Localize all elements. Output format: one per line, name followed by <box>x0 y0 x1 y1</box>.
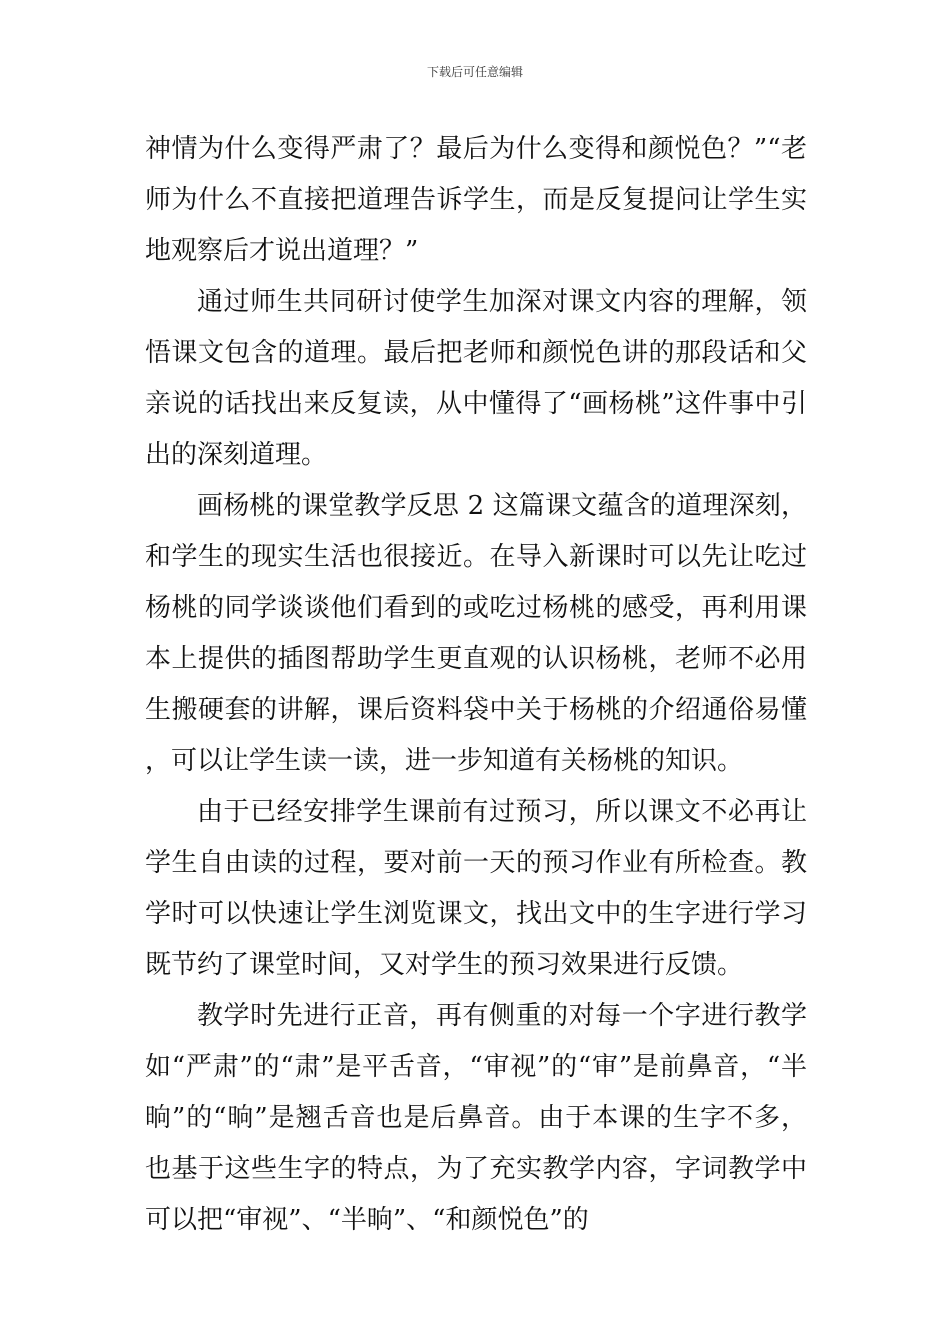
paragraph: 教学时先进行正音，再有侧重的对每一个字进行教学如“严肃”的“肃”是平舌音，“审视”的“审”是前鼻音，“半晌”的“晌”是翘舌音也是后鼻音。由于本课的生字不多，也基于这些生字的特点，为了充实教学内容，字词教学中可以把“审视”、“半晌”、“和颜悦色”的 <box>145 1001 807 1235</box>
paragraph: 画杨桃的课堂教学反思 2 这篇课文蕴含的道理深刻，和学生的现实生活也很接近。在导入新课时可以先让吃过杨桃的同学谈谈他们看到的或吃过杨桃的感受，再利用课本上提供的插图帮助学生更直观的认识杨桃，老师不必用生搬硬套的讲解，课后资料袋中关于杨桃的介绍通俗易懂，可以让学生读一读，进一步知道有关杨桃的知识。 <box>145 491 807 776</box>
document-body <box>145 124 807 1246</box>
paragraph: 由于已经安排学生课前有过预习，所以课文不必再让学生自由读的过程，要对前一天的预习作业有所检查。教学时可以快速让学生浏览课文，找出文中的生字进行学习既节约了课堂时间，又对学生的预习效果进行反馈。 <box>145 797 807 980</box>
paragraph: 神情为什么变得严肃了？最后为什么变得和颜悦色？”“老师为什么不直接把道理告诉学生，而是反复提问让学生实地观察后才说出道理？” <box>145 134 807 266</box>
page-header: 下载后可任意编辑 <box>426 65 523 79</box>
paragraph: 通过师生共同研讨使学生加深对课文内容的理解，领悟课文包含的道理。最后把老师和颜悦色讲的那段话和父亲说的话找出来反复读，从中懂得了“画杨桃”这件事中引出的深刻道理。 <box>145 287 807 470</box>
